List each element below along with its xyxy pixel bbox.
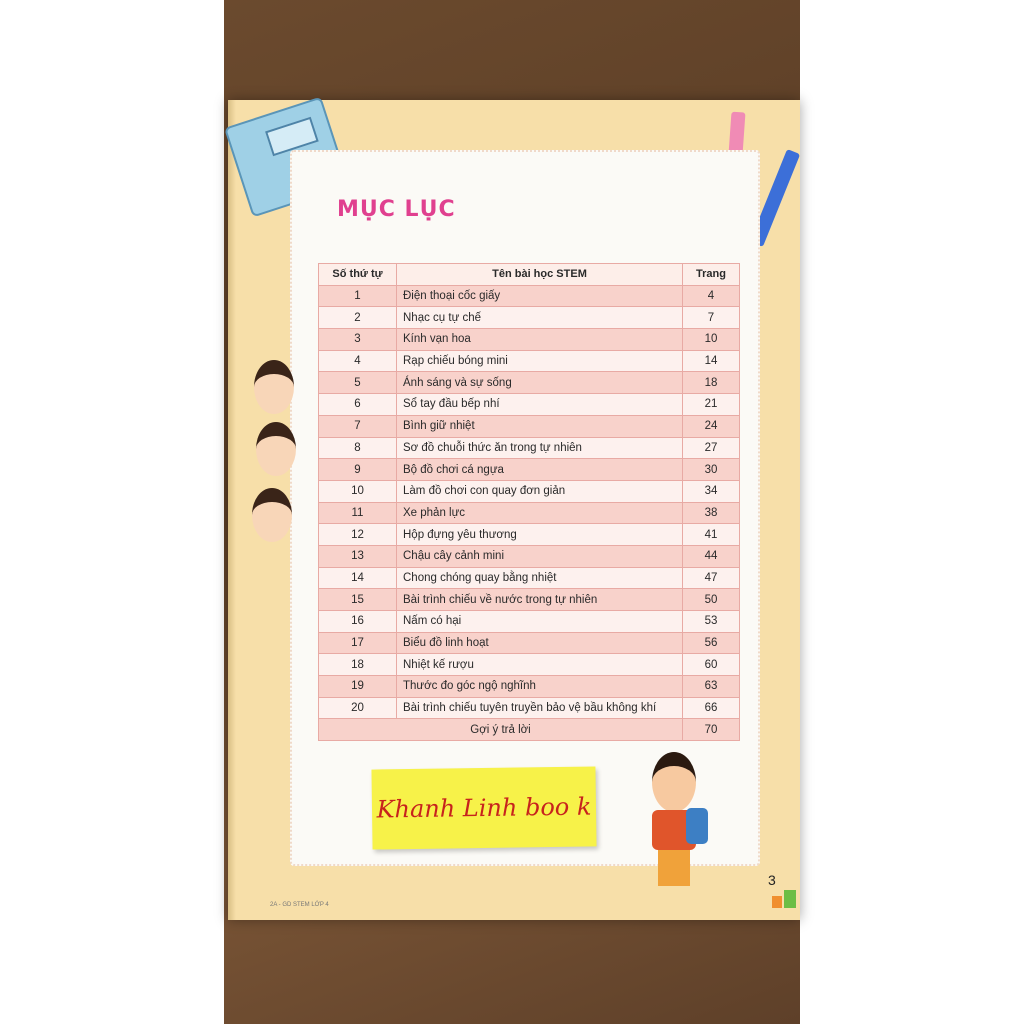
corner-decoration-icon xyxy=(772,890,798,910)
page-number: 3 xyxy=(768,872,776,888)
row-number: 16 xyxy=(319,611,397,633)
row-lesson-name: Thước đo góc ngộ nghĩnh xyxy=(397,676,683,698)
row-number: 8 xyxy=(319,437,397,459)
boy-illustration xyxy=(640,750,716,890)
row-lesson-name: Điện thoại cốc giấy xyxy=(397,285,683,307)
row-number: 14 xyxy=(319,567,397,589)
footer-page: 70 xyxy=(683,719,740,741)
table-row xyxy=(319,632,740,654)
table-row xyxy=(319,589,740,611)
row-number: 1 xyxy=(319,285,397,307)
row-page: 27 xyxy=(683,437,740,459)
table-row xyxy=(319,285,740,307)
row-page: 50 xyxy=(683,589,740,611)
row-page: 63 xyxy=(683,676,740,698)
header-name: Tên bài học STEM xyxy=(397,264,683,286)
table-row xyxy=(319,307,740,329)
row-lesson-name: Chong chóng quay bằng nhiệt xyxy=(397,567,683,589)
row-lesson-name: Bài trình chiếu tuyên truyền bảo vệ bầu không khí xyxy=(397,697,683,719)
row-lesson-name: Ánh sáng và sự sống xyxy=(397,372,683,394)
row-page: 47 xyxy=(683,567,740,589)
row-number: 15 xyxy=(319,589,397,611)
row-number: 5 xyxy=(319,372,397,394)
row-lesson-name: Xe phản lực xyxy=(397,502,683,524)
row-page: 24 xyxy=(683,415,740,437)
row-lesson-name: Hộp đựng yêu thương xyxy=(397,524,683,546)
table-row xyxy=(319,524,740,546)
row-number: 19 xyxy=(319,676,397,698)
row-page: 7 xyxy=(683,307,740,329)
table-row xyxy=(319,611,740,633)
table-row xyxy=(319,394,740,416)
table-row xyxy=(319,372,740,394)
row-lesson-name: Sổ tay đầu bếp nhí xyxy=(397,394,683,416)
row-page: 18 xyxy=(683,372,740,394)
row-lesson-name: Nhạc cụ tự chế xyxy=(397,307,683,329)
row-number: 20 xyxy=(319,697,397,719)
table-of-contents xyxy=(318,263,740,741)
row-page: 41 xyxy=(683,524,740,546)
row-number: 18 xyxy=(319,654,397,676)
row-page: 34 xyxy=(683,480,740,502)
row-lesson-name: Bài trình chiếu về nước trong tự nhiên xyxy=(397,589,683,611)
row-lesson-name: Rạp chiếu bóng mini xyxy=(397,350,683,372)
row-lesson-name: Biểu đồ linh hoạt xyxy=(397,632,683,654)
row-lesson-name: Làm đồ chơi con quay đơn giản xyxy=(397,480,683,502)
sticky-note: Khanh Linh boo k xyxy=(371,766,596,849)
row-lesson-name: Sơ đồ chuỗi thức ăn trong tự nhiên xyxy=(397,437,683,459)
table-row xyxy=(319,697,740,719)
row-number: 7 xyxy=(319,415,397,437)
table-footer-row xyxy=(319,719,740,741)
row-number: 9 xyxy=(319,459,397,481)
row-page: 53 xyxy=(683,611,740,633)
row-page: 30 xyxy=(683,459,740,481)
page-edge xyxy=(228,100,236,920)
page-title: MỤC LỤC xyxy=(337,197,456,222)
row-page: 66 xyxy=(683,697,740,719)
row-number: 12 xyxy=(319,524,397,546)
row-lesson-name: Chậu cây cảnh mini xyxy=(397,545,683,567)
row-page: 4 xyxy=(683,285,740,307)
row-lesson-name: Nhiệt kế rượu xyxy=(397,654,683,676)
table-row xyxy=(319,545,740,567)
row-page: 14 xyxy=(683,350,740,372)
table-row xyxy=(319,329,740,351)
header-number: Số thứ tự xyxy=(319,264,397,286)
row-number: 10 xyxy=(319,480,397,502)
table-row xyxy=(319,350,740,372)
row-page: 44 xyxy=(683,545,740,567)
table-row xyxy=(319,654,740,676)
table-row xyxy=(319,415,740,437)
table-row xyxy=(319,437,740,459)
table-header-row xyxy=(319,264,740,286)
header-page: Trang xyxy=(683,264,740,286)
table-row xyxy=(319,459,740,481)
footer-label: Gợi ý trả lời xyxy=(319,719,683,741)
row-number: 13 xyxy=(319,545,397,567)
row-number: 3 xyxy=(319,329,397,351)
row-page: 60 xyxy=(683,654,740,676)
row-number: 2 xyxy=(319,307,397,329)
row-lesson-name: Kính vạn hoa xyxy=(397,329,683,351)
children-illustration xyxy=(240,360,296,570)
row-number: 4 xyxy=(319,350,397,372)
footer-text: 2A - GD STEM LỚP 4 xyxy=(270,902,329,908)
row-page: 10 xyxy=(683,329,740,351)
table-row xyxy=(319,502,740,524)
row-page: 21 xyxy=(683,394,740,416)
row-lesson-name: Bộ đồ chơi cá ngựa xyxy=(397,459,683,481)
table-row xyxy=(319,480,740,502)
table-row xyxy=(319,676,740,698)
row-number: 11 xyxy=(319,502,397,524)
row-lesson-name: Bình giữ nhiệt xyxy=(397,415,683,437)
row-lesson-name: Nấm có hại xyxy=(397,611,683,633)
row-page: 56 xyxy=(683,632,740,654)
row-number: 17 xyxy=(319,632,397,654)
row-page: 38 xyxy=(683,502,740,524)
table-row xyxy=(319,567,740,589)
row-number: 6 xyxy=(319,394,397,416)
